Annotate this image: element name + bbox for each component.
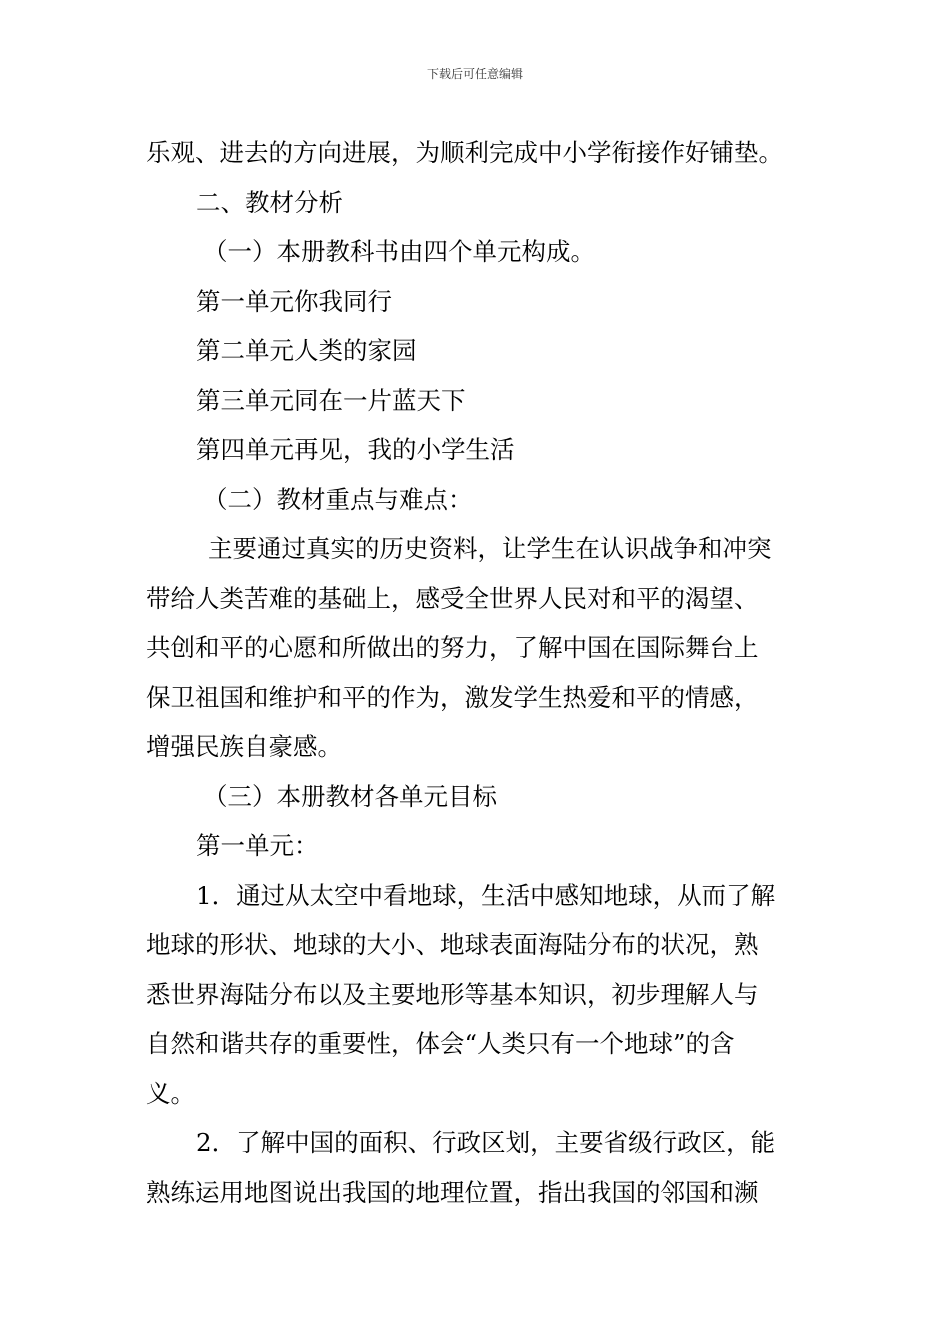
paragraph-line: 增强民族自豪感。: [146, 732, 342, 761]
subsection-heading: （一）本册教科书由四个单元构成。: [203, 237, 595, 266]
document-body: [146, 128, 808, 1217]
section-heading: 二、教材分析: [196, 187, 343, 217]
paragraph-line: 悉世界海陆分布以及主要地形等基本知识，初步理解人与: [146, 979, 759, 1009]
unit-item: 第四单元再见，我的小学生活: [196, 435, 515, 464]
paragraph-line: 熟练运用地图说出我国的地理位置，指出我国的邻国和濒: [146, 1177, 759, 1207]
unit-item: 第一单元你我同行: [196, 286, 392, 316]
paragraph-line: 1．通过从太空中看地球，生活中感知地球，从而了解: [196, 880, 776, 910]
subsection-heading: （二）教材重点与难点：: [203, 484, 473, 514]
paragraph-line: 共创和平的心愿和所做出的努力，了解中国在国际舞台上: [146, 633, 759, 662]
paragraph-line: 自然和谐共存的重要性，体会“人类只有一个地球”的含: [146, 1029, 735, 1058]
unit-heading: 第一单元：: [196, 831, 319, 860]
paragraph-line: 主要通过真实的历史资料，让学生在认识战争和冲突: [208, 534, 772, 563]
unit-item: 第二单元人类的家园: [196, 336, 417, 365]
unit-item: 第三单元同在一片蓝天下: [196, 385, 466, 415]
paragraph-line: 义。: [146, 1078, 195, 1108]
page-header: 下载后可任意编辑: [426, 67, 523, 81]
paragraph-line: 地球的形状、地球的大小、地球表面海陆分布的状况，熟: [146, 930, 759, 959]
paragraph-line: 2．了解中国的面积、行政区划，主要省级行政区，能: [196, 1128, 776, 1157]
subsection-heading: （三）本册教材各单元目标: [203, 781, 497, 811]
paragraph-line: 乐观、进去的方向进展，为顺利完成中小学衔接作好铺垫。: [146, 138, 783, 167]
paragraph-line: 保卫祖国和维护和平的作为，激发学生热爱和平的情感，: [146, 682, 759, 712]
paragraph-line: 带给人类苦难的基础上，感受全世界人民对和平的渴望、: [146, 583, 759, 613]
